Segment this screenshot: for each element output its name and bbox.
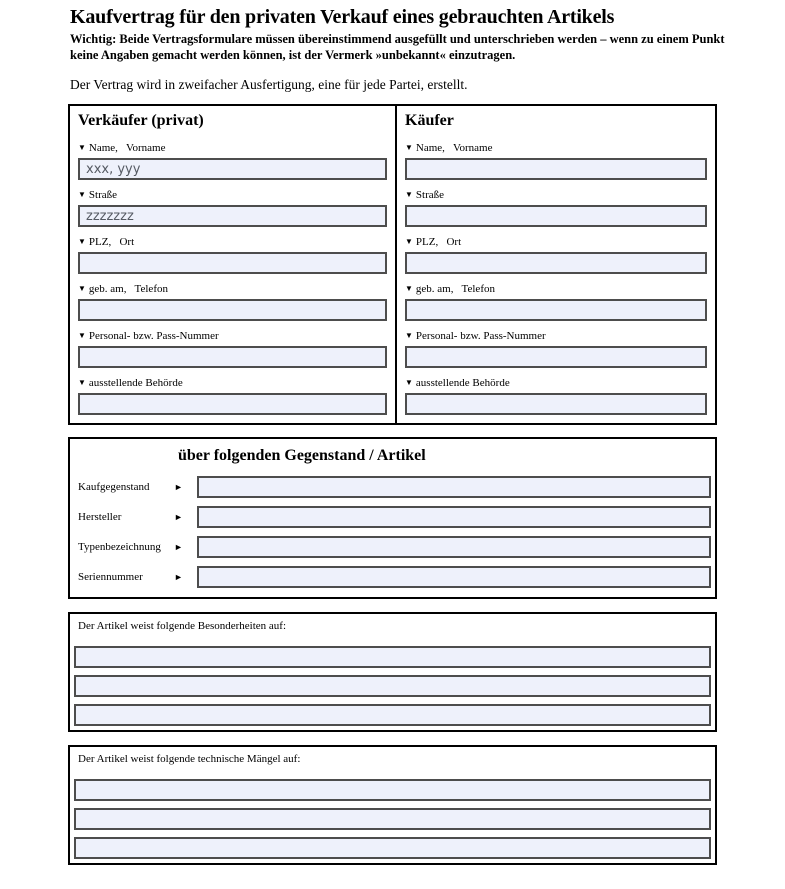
copy-note: Der Vertrag wird in zweifacher Ausfertigung, eine für jede Partei, erstellt. <box>70 77 468 93</box>
important-note: Wichtig: Beide Vertragsformulare müssen übereinstimmend ausgefüllt und unterschrieben werden – wenn zu einem Punkt keine Angaben gemacht werden können, ist der Vermerk »unbekannt« einzutragen. <box>70 32 725 62</box>
defects-line-1-input[interactable] <box>74 779 711 801</box>
dropdown-marker-icon: ▼ <box>405 237 413 247</box>
article-heading: über folgenden Gegenstand / Artikel <box>178 447 426 465</box>
seller-authority-input[interactable] <box>78 393 387 415</box>
buyer-plz-city-input[interactable] <box>405 252 707 274</box>
features-line-1-input[interactable] <box>74 646 711 668</box>
arrow-right-icon: ► <box>174 481 183 492</box>
buyer-heading: Käufer <box>405 112 454 130</box>
defects-section <box>68 745 717 865</box>
field-label: ausstellende Behörde <box>88 377 183 390</box>
field-label: Straße <box>88 189 118 202</box>
buyer-authority-field <box>405 377 707 415</box>
parties-table <box>68 104 717 425</box>
field-label: Hersteller <box>78 511 122 524</box>
dropdown-marker-icon: ▼ <box>78 284 86 294</box>
seller-name-input[interactable] <box>78 158 387 180</box>
features-line-2-input[interactable] <box>74 675 711 697</box>
buyer-name-input[interactable] <box>405 158 707 180</box>
field-label: Name, Vorname <box>88 142 166 155</box>
seller-plz-city-input[interactable] <box>78 252 387 274</box>
arrow-right-icon: ► <box>174 571 183 582</box>
seller-birthdate-phone-field <box>78 283 387 321</box>
buyer-street-input[interactable] <box>405 205 707 227</box>
field-label: PLZ, Ort <box>415 236 462 249</box>
seller-birthdate-phone-input[interactable] <box>78 299 387 321</box>
typenbezeichnung-input[interactable] <box>197 536 711 558</box>
features-heading: Der Artikel weist folgende Besonderheiten auf: <box>78 620 287 633</box>
defects-line-2-input[interactable] <box>74 808 711 830</box>
features-line-3-input[interactable] <box>74 704 711 726</box>
buyer-id-number-field <box>405 330 707 368</box>
buyer-birthdate-phone-input[interactable] <box>405 299 707 321</box>
buyer-plz-city-field <box>405 236 707 274</box>
dropdown-marker-icon: ▼ <box>405 284 413 294</box>
buyer-birthdate-phone-field <box>405 283 707 321</box>
seller-section <box>70 106 397 423</box>
features-section <box>68 612 717 732</box>
arrow-right-icon: ► <box>174 511 183 522</box>
dropdown-marker-icon: ▼ <box>78 378 86 388</box>
dropdown-marker-icon: ▼ <box>405 331 413 341</box>
hersteller-input[interactable] <box>197 506 711 528</box>
page-title: Kaufvertrag für den privaten Verkauf eines gebrauchten Artikels <box>70 6 615 28</box>
seriennummer-input[interactable] <box>197 566 711 588</box>
arrow-right-icon: ► <box>174 541 183 552</box>
buyer-authority-input[interactable] <box>405 393 707 415</box>
buyer-id-number-input[interactable] <box>405 346 707 368</box>
article-row <box>78 536 711 558</box>
dropdown-marker-icon: ▼ <box>78 190 86 200</box>
seller-id-number-input[interactable] <box>78 346 387 368</box>
dropdown-marker-icon: ▼ <box>405 190 413 200</box>
dropdown-marker-icon: ▼ <box>405 143 413 153</box>
dropdown-marker-icon: ▼ <box>405 378 413 388</box>
field-label: geb. am, Telefon <box>415 283 495 296</box>
buyer-name-field <box>405 142 707 180</box>
seller-name-field <box>78 142 387 180</box>
field-label: Personal- bzw. Pass-Nummer <box>415 330 546 343</box>
seller-street-input[interactable] <box>78 205 387 227</box>
dropdown-marker-icon: ▼ <box>78 143 86 153</box>
article-row <box>78 566 711 588</box>
field-label: Straße <box>415 189 445 202</box>
seller-id-number-field <box>78 330 387 368</box>
field-label: Personal- bzw. Pass-Nummer <box>88 330 219 343</box>
field-label: Typenbezeichnung <box>78 541 161 554</box>
field-label: Kaufgegenstand <box>78 481 150 494</box>
seller-authority-field <box>78 377 387 415</box>
field-label: Name, Vorname <box>415 142 493 155</box>
dropdown-marker-icon: ▼ <box>78 237 86 247</box>
field-label: ausstellende Behörde <box>415 377 510 390</box>
dropdown-marker-icon: ▼ <box>78 331 86 341</box>
field-label: Seriennummer <box>78 571 143 584</box>
kaufgegenstand-input[interactable] <box>197 476 711 498</box>
seller-plz-city-field <box>78 236 387 274</box>
field-label: geb. am, Telefon <box>88 283 168 296</box>
seller-street-field <box>78 189 387 227</box>
defects-heading: Der Artikel weist folgende technische Mängel auf: <box>78 753 301 766</box>
article-row <box>78 506 711 528</box>
buyer-section <box>397 106 715 423</box>
article-section <box>68 437 717 599</box>
defects-line-3-input[interactable] <box>74 837 711 859</box>
seller-heading: Verkäufer (privat) <box>78 112 204 130</box>
buyer-street-field <box>405 189 707 227</box>
field-label: PLZ, Ort <box>88 236 135 249</box>
article-row <box>78 476 711 498</box>
